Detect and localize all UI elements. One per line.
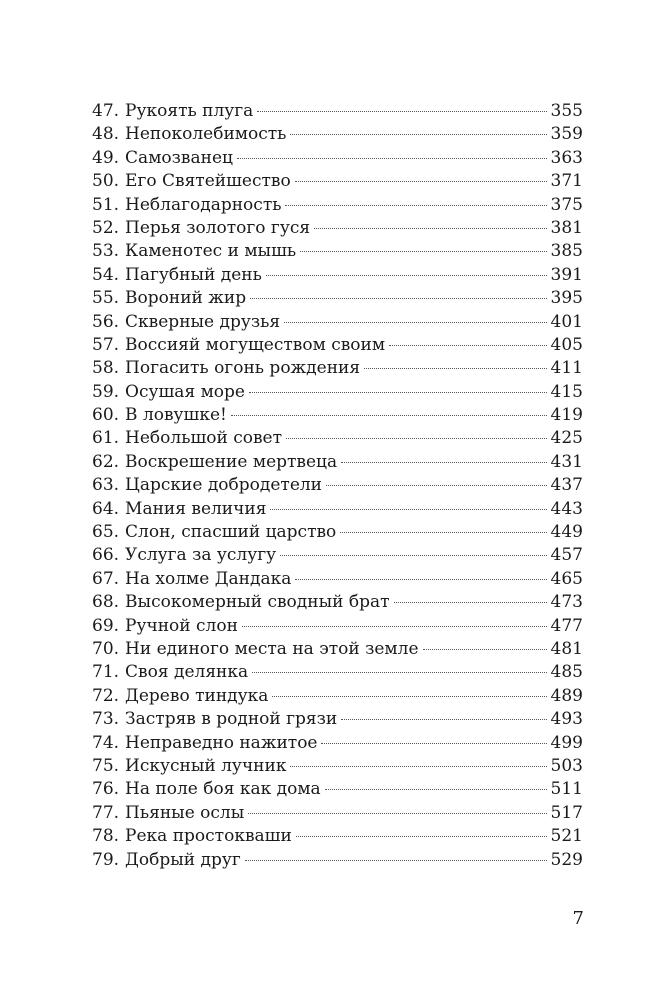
toc-entry-number: 49.	[92, 147, 120, 168]
toc-entry-page: 485	[550, 662, 583, 683]
toc-entry-number: 73.	[92, 709, 120, 730]
dot-leader	[321, 743, 546, 744]
dot-leader	[266, 275, 547, 276]
toc-entry-number: 60.	[92, 405, 120, 426]
dot-leader	[340, 532, 546, 533]
toc-entry	[92, 381, 583, 404]
toc-entry-page: 477	[550, 615, 583, 636]
dot-leader	[326, 485, 547, 486]
toc-entry-page: 443	[550, 498, 583, 519]
toc-entry	[92, 451, 583, 474]
toc-entry-title: Застряв в родной грязи	[125, 709, 338, 730]
dot-leader	[296, 836, 547, 837]
toc-entry-page: 449	[550, 522, 583, 543]
toc-entry-title: Вороний жир	[125, 288, 247, 309]
toc-entry	[92, 568, 583, 591]
toc-entry-page: 405	[550, 334, 583, 355]
toc-entry	[92, 521, 583, 544]
dot-leader	[270, 509, 546, 510]
toc-entry	[92, 334, 583, 357]
toc-entry-page: 391	[550, 264, 583, 285]
dot-leader	[295, 579, 546, 580]
toc-entry-title: Воскрешение мертвеца	[125, 451, 338, 472]
toc-entry-number: 51.	[92, 194, 120, 215]
toc-entry	[92, 849, 583, 872]
dot-leader	[284, 322, 546, 323]
dot-leader	[250, 298, 546, 299]
toc-entry-title: Пьяные ослы	[125, 802, 245, 823]
dot-leader	[389, 345, 546, 346]
toc-entry-page: 521	[550, 826, 583, 847]
toc-entry-title: Перья золотого гуся	[125, 217, 311, 238]
toc-entry-number: 70.	[92, 638, 120, 659]
toc-entry-title: Ручной слон	[125, 615, 238, 636]
table-of-contents	[92, 100, 583, 872]
toc-entry-page: 425	[550, 428, 583, 449]
toc-entry-title: Рукоять плуга	[125, 101, 254, 121]
toc-entry-number: 47.	[92, 101, 120, 121]
toc-entry-number: 72.	[92, 685, 120, 706]
toc-entry-title: Царские добродетели	[125, 475, 323, 496]
dot-leader	[394, 602, 547, 603]
toc-entry-number: 77.	[92, 802, 120, 823]
toc-entry	[92, 498, 583, 521]
dot-leader	[280, 555, 546, 556]
dot-leader	[290, 766, 546, 767]
toc-entry-title: Непоколебимость	[125, 124, 287, 145]
dot-leader	[252, 672, 546, 673]
dot-leader	[300, 251, 546, 252]
toc-entry	[92, 825, 583, 848]
toc-entry-title: Воссияй могуществом своим	[125, 334, 386, 355]
toc-entry-number: 64.	[92, 498, 120, 519]
dot-leader	[341, 719, 546, 720]
dot-leader	[249, 392, 547, 393]
toc-entry-number: 71.	[92, 662, 120, 683]
toc-entry	[92, 264, 583, 287]
toc-entry-number: 58.	[92, 358, 120, 379]
toc-entry-page: 465	[550, 568, 583, 589]
toc-entry-title: Самозванец	[125, 147, 233, 168]
toc-entry	[92, 123, 583, 146]
toc-entry	[92, 427, 583, 450]
toc-entry-title: Скверные друзья	[125, 311, 281, 332]
toc-entry-page: 385	[550, 241, 583, 262]
toc-entry-title: Дерево тиндука	[125, 685, 269, 706]
dot-leader	[341, 462, 546, 463]
toc-entry	[92, 638, 583, 661]
toc-entry	[92, 287, 583, 310]
toc-entry-page: 359	[550, 124, 583, 145]
toc-entry-number: 50.	[92, 171, 120, 192]
toc-entry-title: Услуга за услугу	[125, 545, 277, 566]
dot-leader	[364, 368, 546, 369]
toc-entry-title: Неблагодарность	[125, 194, 282, 215]
toc-entry-page: 437	[550, 475, 583, 496]
dot-leader	[286, 438, 547, 439]
dot-leader	[245, 860, 547, 861]
toc-entry	[92, 755, 583, 778]
toc-entry-page: 415	[550, 381, 583, 402]
page-number: 7	[572, 908, 584, 929]
dot-leader	[242, 626, 547, 627]
toc-entry-page: 457	[550, 545, 583, 566]
toc-entry-title: Неправедно нажитое	[125, 732, 318, 753]
toc-entry-title: На холме Дандака	[125, 568, 292, 589]
toc-entry-page: 517	[550, 802, 583, 823]
toc-entry	[92, 615, 583, 638]
toc-entry-number: 67.	[92, 568, 120, 589]
toc-entry	[92, 591, 583, 614]
dot-leader	[257, 111, 546, 112]
dot-leader	[237, 158, 547, 159]
toc-entry-title: Добрый друг	[125, 849, 241, 870]
toc-entry-number: 75.	[92, 755, 120, 776]
toc-entry-page: 511	[550, 779, 583, 800]
toc-entry-title: Высокомерный сводный брат	[125, 592, 390, 613]
toc-entry-page: 371	[550, 171, 583, 192]
toc-entry-title: Мания величия	[125, 498, 267, 519]
toc-entry	[92, 194, 583, 217]
toc-entry	[92, 217, 583, 240]
dot-leader	[285, 205, 546, 206]
toc-entry	[92, 661, 583, 684]
dot-leader	[314, 228, 546, 229]
toc-entry-page: 431	[550, 451, 583, 472]
toc-entry-title: Пагубный день	[125, 264, 262, 285]
toc-entry-page: 529	[550, 849, 583, 870]
toc-entry-title: Каменотес и мышь	[125, 241, 297, 262]
toc-entry	[92, 778, 583, 801]
toc-entry-page: 355	[550, 101, 583, 121]
toc-entry-number: 66.	[92, 545, 120, 566]
dot-leader	[325, 789, 547, 790]
toc-entry-title: Ни единого места на этой земле	[125, 638, 419, 659]
toc-entry-number: 78.	[92, 826, 120, 847]
toc-entry-number: 59.	[92, 381, 120, 402]
toc-entry-title: На поле боя как дома	[125, 779, 321, 800]
toc-entry-title: Своя делянка	[125, 662, 249, 683]
toc-entry-number: 61.	[92, 428, 120, 449]
dot-leader	[423, 649, 547, 650]
toc-entry	[92, 732, 583, 755]
toc-entry-number: 55.	[92, 288, 120, 309]
toc-entry-title: Слон, спасший царство	[125, 522, 337, 543]
toc-entry-number: 79.	[92, 849, 120, 870]
toc-entry-page: 419	[550, 405, 583, 426]
toc-entry	[92, 170, 583, 193]
toc-entry	[92, 147, 583, 170]
toc-entry-page: 503	[550, 755, 583, 776]
toc-entry	[92, 240, 583, 263]
toc-entry	[92, 474, 583, 497]
toc-entry-number: 68.	[92, 592, 120, 613]
toc-entry	[92, 404, 583, 427]
toc-entry-page: 375	[550, 194, 583, 215]
toc-entry-page: 395	[550, 288, 583, 309]
toc-entry	[92, 357, 583, 380]
toc-entry-number: 69.	[92, 615, 120, 636]
toc-entry-number: 52.	[92, 217, 120, 238]
toc-entry-number: 62.	[92, 451, 120, 472]
toc-entry-page: 473	[550, 592, 583, 613]
dot-leader	[295, 181, 547, 182]
toc-entry-number: 57.	[92, 334, 120, 355]
toc-entry-number: 65.	[92, 522, 120, 543]
toc-entry-title: Осушая море	[125, 381, 245, 402]
toc-entry-title: Его Святейшество	[125, 171, 291, 192]
toc-entry-title: Река простокваши	[125, 826, 292, 847]
toc-entry	[92, 685, 583, 708]
toc-entry-page: 401	[550, 311, 583, 332]
toc-entry-number: 54.	[92, 264, 120, 285]
toc-entry-number: 56.	[92, 311, 120, 332]
toc-entry-page: 499	[550, 732, 583, 753]
dot-leader	[272, 696, 546, 697]
toc-entry	[92, 100, 583, 123]
toc-entry-page: 489	[550, 685, 583, 706]
toc-entry-title: Погасить огонь рождения	[125, 358, 361, 379]
toc-entry	[92, 544, 583, 567]
toc-entry-number: 74.	[92, 732, 120, 753]
toc-entry-number: 63.	[92, 475, 120, 496]
dot-leader	[290, 134, 546, 135]
toc-entry-page: 481	[550, 638, 583, 659]
toc-entry	[92, 311, 583, 334]
toc-entry-number: 48.	[92, 124, 120, 145]
toc-entry	[92, 802, 583, 825]
toc-entry-title: Небольшой совет	[125, 428, 283, 449]
dot-leader	[248, 813, 546, 814]
toc-entry-page: 493	[550, 709, 583, 730]
toc-entry-page: 363	[550, 147, 583, 168]
toc-entry-title: В ловушке!	[125, 405, 227, 426]
toc-entry-title: Искусный лучник	[125, 755, 287, 776]
toc-entry-number: 53.	[92, 241, 120, 262]
toc-entry-number: 76.	[92, 779, 120, 800]
toc-entry-page: 411	[550, 358, 583, 379]
toc-entry-page: 381	[550, 217, 583, 238]
toc-entry	[92, 708, 583, 731]
dot-leader	[231, 415, 547, 416]
